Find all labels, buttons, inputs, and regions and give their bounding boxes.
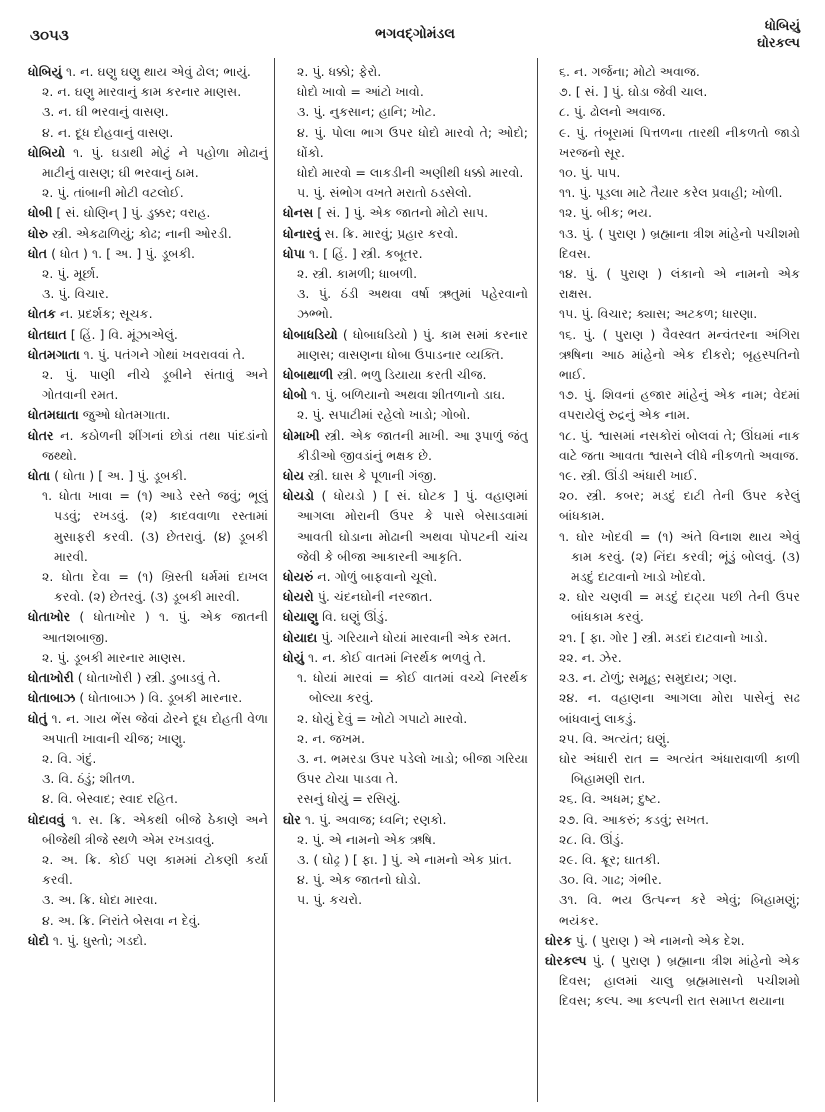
definition-text: ૩. પું. વિચાર. <box>42 286 109 302</box>
definition-text: ૩. પું. ઠંડી અથવા વર્ષા ઋતુમાં પહેરવાનો ઝભ્ભો. <box>297 286 528 322</box>
definition-text: ૯. પું. તંબૂરામાં પિત્તળના તારથી નીકળતો જાડો ખરજનો સૂર. <box>559 124 800 160</box>
dictionary-entry <box>283 567 528 587</box>
dictionary-entry <box>28 304 268 324</box>
headword: ધોમાખી <box>283 427 320 443</box>
dictionary-entry <box>283 203 528 223</box>
definition-text: ૨. પું. તાંબાની મોટી વટલોઈ. <box>42 185 184 201</box>
entry-sense <box>28 102 268 122</box>
entry-sense <box>28 284 268 304</box>
definition-text: ૧. ધોયાં મારવાં = કોઈ વાતમાં વચ્ચે નિરર્થક બોલ્યા કરવું. <box>297 670 528 706</box>
definition-text: ૨૧. [ ફા. ગોર ] સ્ત્રી. મડદાં દાટવાનો ખાડો. <box>559 629 768 645</box>
entry-sense <box>545 668 800 688</box>
dictionary-entry <box>283 224 528 244</box>
entry-sense <box>545 729 800 749</box>
definition-text: પું. ( પુરાણ ) બ્રહ્માના ત્રીશ માંહેનો એક દિવસ; હાલમાં ચાલુ બ્રહ્મમાસનો પચીશમો દિવસ; કલ્પ. આ કલ્પની રાત સમાપ્ત થયાના <box>559 952 800 1009</box>
entry-sense <box>28 264 268 284</box>
headword: ધોનારવું <box>283 225 321 241</box>
definition-text: ૨૭. વિ. આકરું; કડવું; સખત. <box>559 811 710 827</box>
definition-text: ૩. ન. ઘી ભરવાનું વાસણ. <box>42 104 169 120</box>
definition-text: ૨. અ. ક્રિ. કોઈ પણ કામમાં ટોકણી કર્યા કરવી. <box>42 851 268 888</box>
headword: ધોતમઘાતા <box>28 407 79 423</box>
dictionary-entry <box>28 709 268 749</box>
definition-text: વિ. ઘણું ઊંડું. <box>318 609 388 625</box>
entry-sense <box>28 789 268 809</box>
definition-text: ૧૪. પું. ( પુરાણ ) લંકાનો એ નામનો એક રાક્ષસ. <box>559 266 800 302</box>
entry-sense <box>545 850 800 870</box>
headword: ધોયું <box>283 649 305 665</box>
definition-text: ઘોર અંધારી રાત = અત્યંત અંધારાવાળી કાળી બિહામણી રાત. <box>559 750 800 787</box>
definition-text: ૩. અ. ક્રિ. ધોદા મારવા. <box>42 892 158 908</box>
definition-text: ( ધોતાખોરી ) સ્ત્રી. ડુબાડવું તે. <box>73 670 221 686</box>
entry-sense <box>28 769 268 789</box>
definition-text: ૫. પું. સંભોગ વખતે મરાતો ઠડસેલો. <box>297 185 472 201</box>
entry-sense <box>28 365 268 405</box>
entry-sense <box>545 527 800 588</box>
definition-text: ૨. ધોતા દેવા = (૧) ખ્રિસ્તી ધર્મમાં દાખલ કરવો. (૨) છેતરવું. (૩) ડૂબકી મારવી. <box>42 569 268 605</box>
definition-text: ૫. પું. કચરો. <box>297 892 363 908</box>
definition-text: ૨૮. વિ. ઊંડું. <box>559 831 624 847</box>
definition-text: ૧૯. સ્ત્રી. ઊંડી અંધારી ખાઈ. <box>559 468 698 484</box>
entry-sense <box>545 628 800 648</box>
definition-text: ૧૧. પું. પૂડલા માટે તૈયાર કરેલ પ્રવાહી; ખોળી. <box>559 185 783 201</box>
headword: ધોબાથાળી <box>283 367 334 383</box>
definition-text: રસનું ધોયું = રસિયું. <box>297 791 401 807</box>
definition-text: [ સં. ] પું. એક જાતનો મોટો સાપ. <box>313 205 489 221</box>
entry-sense <box>283 163 528 183</box>
definition-text: ૧. ધોતા ખાવા = (૧) આડે રસ્તે જવું; ભૂલું પડવું; રખડવું. (૨) કાદવવાળા રસ્તામાં મુસાફરી કરવી. (૩) છેતરાવું. (૪) ડૂબકી મારવી. <box>42 488 268 564</box>
entry-sense <box>545 789 800 809</box>
entry-sense <box>545 486 800 526</box>
guide-word-last: ઘોરકલ્પ <box>757 36 800 51</box>
definition-text: [ હિં. ] વિ. મૂંઝાએલું. <box>66 326 178 342</box>
dictionary-entry <box>28 244 268 264</box>
definition-text: ૨. વિ. ગંદું. <box>42 750 97 766</box>
definition-text: ૨૪. ન. વહાણના આગલા મોરા પાસેનું સઢ બાંધવાનું લાકડું. <box>559 690 800 726</box>
definition-text: ૧. પું. ઘડાથી મોટું ને પહોળા મોઢાનું માટીનું વાસણ; ઘી ભરવાનું ઠામ. <box>42 144 268 181</box>
entry-sense <box>545 264 800 304</box>
definition-text: ૪. વિ. બેસ્વાદ; સ્વાદ રહિત. <box>42 791 178 807</box>
definition-text: ધોદો મારવો = લાકડીની અણીથી ધક્કો મારવો. <box>297 165 524 181</box>
entry-sense <box>545 890 800 930</box>
entry-sense <box>545 163 800 183</box>
dictionary-entry <box>28 668 268 688</box>
dictionary-entry <box>545 931 800 951</box>
dictionary-entry <box>28 931 268 951</box>
headword: ઘોરકલ્પ <box>545 952 587 968</box>
definition-text: ૨૯. વિ. ક્રૂર; ઘાતકી. <box>559 851 661 867</box>
entry-sense <box>28 850 268 890</box>
entry-sense <box>545 203 800 223</box>
headword: ધોરુ <box>28 225 48 241</box>
headword: ધોપા <box>283 245 305 261</box>
entry-sense <box>545 304 800 324</box>
definition-text: ૨૫. વિ. અત્યંત; ઘણું. <box>559 730 671 746</box>
definition-text: પું. ( પુરાણ ) એ નામનો એક દેશ. <box>571 932 745 948</box>
dictionary-entry <box>283 244 528 264</box>
entry-sense <box>545 102 800 122</box>
definition-text: ૨. ન. ઘણુ મારવાનું કામ કરનાર માણસ. <box>42 84 242 100</box>
entry-sense <box>283 123 528 163</box>
entry-sense <box>545 224 800 264</box>
entry-sense <box>545 325 800 386</box>
definition-text: ૧૦. પું. પાપ. <box>559 165 621 181</box>
definition-text: ૧. પું. ધુસ્તો; ગડદો. <box>48 932 148 948</box>
headword: ધોબો <box>283 387 307 403</box>
entry-sense <box>545 466 800 486</box>
definition-text: ( ધોતા ) [ અ. ] પું. ડૂબકી. <box>50 468 187 484</box>
entry-sense <box>28 82 268 102</box>
column-2 <box>283 62 528 1104</box>
headword: ધોબી <box>28 205 53 221</box>
headword: ધોતક <box>28 306 56 322</box>
definition-text: ( ધોતાબાઝ ) વિ. ડૂબકી મારનાર. <box>75 690 243 706</box>
dictionary-entry <box>283 587 528 607</box>
definition-text: ૮. પું. ઢોલનો અવાજ. <box>559 104 666 120</box>
definition-text: ૨. સ્ત્રી. કામળી; ધાબળી. <box>297 266 418 282</box>
dictionary-entry <box>28 62 268 82</box>
definition-text: ( ધોતાખોર ) ૧. પું. એક જાતની આતશબાજી. <box>42 609 268 645</box>
entry-sense <box>545 688 800 728</box>
entry-sense <box>28 567 268 607</box>
definition-text: ૧૬. પું. ( પુરાણ ) વૈવસ્વત મન્વંતરના અંગિરા ઋષિના આઠ માંહેનો એક દીકરો; બૃહસ્પતિનો ભાઈ. <box>559 326 800 383</box>
entry-sense <box>283 82 528 102</box>
headword: ધોતાખોર <box>28 609 71 625</box>
dictionary-entry <box>283 365 528 385</box>
definition-text: સ્ત્રી. ઘાસ કે પૂળાની ગંજી. <box>304 468 437 484</box>
dictionary-entry <box>28 224 268 244</box>
definition-text: ૨. પું. એ નામનો એક ઋષિ. <box>297 831 437 847</box>
definition-text: ધોદો ખાવો = આંટો ખાવો. <box>297 84 424 100</box>
headword: ધોયરો <box>283 589 314 605</box>
headword: ધોતાબાઝ <box>28 690 76 706</box>
headword: ધોબાધડિયો <box>283 326 338 342</box>
definition-text: ૧. ઘોર ખોદવી = (૧) અંતે વિનાશ થાય એવું કામ કરવું. (૨) નિંદા કરવી; ભૂંડું બોલવું. (૩) મડદું દાટવાનો ખાડો ખોદવો. <box>559 528 800 585</box>
definition-text: ૩. ( ઘોઢ્ર ) [ ફા. ] પું. એ નામનો એક પ્રાંત. <box>297 851 512 867</box>
entry-sense <box>545 870 800 890</box>
headword: ધોતા <box>28 468 51 484</box>
definition-text: સ્ત્રી. એક જાતની માખી. આ રૂપાળું જંતુ કીડીઓ જીવડાંનું ભક્ષક છે. <box>297 427 528 463</box>
definition-text: ૧. ન. કોઈ વાતમાં નિરર્થક ભળવું તે. <box>304 649 487 665</box>
column-1 <box>28 62 268 1104</box>
column-divider <box>274 58 275 1102</box>
definition-text: પું. ચંદનઘોની નરજાત. <box>313 589 433 605</box>
definition-text: ૨. પું. સપાટીમાં રહેલો ખાડો; ગોબો. <box>297 407 471 423</box>
entry-sense <box>545 810 800 830</box>
headword: ધોબિયું <box>28 64 62 79</box>
definition-text: સ. ક્રિ. મારવું; પ્રહાર કરવો. <box>320 225 459 241</box>
definition-text: ન. ગોળું બાફવાનો ચૂલો. <box>313 569 438 585</box>
page-title: ભગવદ્ગોમંડલ <box>375 26 455 42</box>
entry-sense <box>283 405 528 425</box>
dictionary-entry <box>28 203 268 223</box>
entry-sense <box>283 850 528 870</box>
entry-sense <box>545 426 800 466</box>
dictionary-entry <box>283 426 528 466</box>
dictionary-entry <box>28 405 268 425</box>
definition-text: ( ધોયડો ) [ સં. ઘોટક ] પું. વહાણમાં આગલા મોરાની ઉપર કે પાસે બેસાડવામાં આવતી ઘોડાના મોઢાની અથવા પોપટની ચાંચ જેવી કે બીજા આકારની આકૃતિ. <box>297 488 528 564</box>
dictionary-entry <box>283 628 528 648</box>
entry-sense <box>28 123 268 143</box>
dictionary-entry <box>28 325 268 345</box>
definition-text: ૪. અ. ક્રિ. નિરાંતે બેસવા ન દેવું. <box>42 912 201 928</box>
definition-text: ૨૦. સ્ત્રી. કબર; મડદું દાટી તેની ઉપર કરેલું બાંધકામ. <box>559 488 800 524</box>
definition-text: ૧૮. પું. શ્વાસમાં નસકોરાં બોલવાં તે; ઊંઘમાં નાક વાટે જતા આવતા શ્વાસને લીધે નીકળતો અવાજ. <box>559 427 800 463</box>
dictionary-entry <box>283 466 528 486</box>
entry-sense <box>545 183 800 203</box>
definition-text: ૧૩. પું. ( પુરાણ ) બ્રહ્માના ત્રીશ માંહેનો પચીશમો દિવસ. <box>559 225 800 261</box>
headword: ધોબિયો <box>28 144 66 160</box>
headword: ધોયરું <box>283 569 314 585</box>
definition-text: ૧૭. પું. શિવનાં હજાર માંહેનું એક નામ; વેદમાં વપરાયેલું રુદ્રનું એક નામ. <box>559 387 800 423</box>
definition-text: સ્ત્રી. એકઢાળિયું; કોઢ; નાની ઓરડી. <box>47 225 232 241</box>
dictionary-entry <box>283 607 528 627</box>
definition-text: ૨. પું. ડૂબકી મારનાર માણસ. <box>42 649 186 665</box>
definition-text: ૪. ન. દૂધ દોહવાનું વાસણ. <box>42 124 174 140</box>
page-number: ૩૦૫૩ <box>30 26 69 44</box>
entry-sense <box>545 123 800 163</box>
dictionary-entry <box>283 385 528 405</box>
definition-text: ૨૩. ન. ટોળું; સમૂહ; સમુદાય; ગણ. <box>559 670 737 686</box>
headword: ધોયાદા <box>283 629 318 645</box>
entry-sense <box>545 385 800 425</box>
definition-text: ૩૦. વિ. ગાઢ; ગંભીર. <box>559 872 662 888</box>
entry-sense <box>28 749 268 769</box>
headword: ઘોર <box>283 811 301 827</box>
entry-sense <box>283 870 528 890</box>
dictionary-entry <box>283 486 528 567</box>
entry-sense <box>28 648 268 668</box>
definition-text: ૧૨. પું. બીક; ભય. <box>559 205 652 221</box>
definition-text: ૧. પું. અવાજ; ધ્વનિ; રણકો. <box>300 811 447 827</box>
headword: ધોત <box>28 245 48 261</box>
dictionary-entry <box>28 143 268 183</box>
definition-text: ન. કઠોળની શીંગનાં છોડાં તથા પાંદડાંનો જથ્થો. <box>42 427 268 463</box>
page-header <box>30 18 800 58</box>
headword: ધોદાવવું <box>28 811 65 827</box>
definition-text: ૨૬. વિ. અધમ; દુષ્ટ. <box>559 791 661 807</box>
definition-text: ૬. ન. ગર્જના; મોટો અવાજ. <box>559 64 700 79</box>
entry-sense <box>283 284 528 324</box>
entry-sense <box>283 749 528 789</box>
definition-text: ( ધોત ) ૧. [ અ. ] પું. ડૂબકી. <box>47 245 195 261</box>
definition-text: ૨૨. ન. ઝેર. <box>559 649 622 665</box>
entry-sense <box>283 62 528 82</box>
dictionary-entry <box>28 607 268 647</box>
headword: ઘોરક <box>545 932 572 948</box>
guide-words <box>757 18 800 52</box>
definition-text: ૧. સ. ક્રિ. એકથી બીજે ઠેકાણે અને બીજેથી ત્રીજે સ્થળે એમ રખડાવવું. <box>42 811 268 847</box>
definition-text: ૧૫. પું. વિચાર; ક્યાસ; અટકળ; ધારણા. <box>559 306 758 322</box>
entry-sense <box>545 62 800 82</box>
dictionary-entry <box>283 810 528 830</box>
entry-sense <box>545 648 800 668</box>
entry-sense <box>283 183 528 203</box>
dictionary-entry <box>283 648 528 668</box>
definition-text: ૧. ન. ગાય ભેંસ જેવાં ઢોરને દૂધ દોહતી વેળા અપાતી ખાવાની ચીજ; ખાણુ. <box>42 710 268 746</box>
entry-sense <box>28 486 268 567</box>
dictionary-entry <box>28 345 268 365</box>
definition-text: જુઓ ધોતમગાતા. <box>78 407 171 423</box>
definition-text: ન. પ્રદર્શક; સૂચક. <box>55 306 153 322</box>
headword: ધોતું <box>28 710 48 726</box>
headword: ધોતાખોરી <box>28 670 74 686</box>
definition-text: ૧. ન. ઘણુ ઘણુ થાય એવું ઢોલ; ભાયું. <box>61 64 251 79</box>
definition-text: ૪. પું. પોલા ભાગ ઉપર ધોદો મારવો તે; ઓદો; ધોંકો. <box>297 124 528 160</box>
definition-text: ૩. પું. નુકસાન; હાનિ; ખોટ. <box>297 104 437 120</box>
dictionary-entry <box>28 426 268 466</box>
definition-text: ૧. પું. પતંગને ગોથાં ખવરાવવાં તે. <box>79 346 246 362</box>
definition-text: પું. ગરિયાને ધોયાં મારવાની એક રમત. <box>317 629 512 645</box>
definition-text: ૨. પું. મૂર્છા. <box>42 266 100 282</box>
guide-word-first: ધોબિયું <box>764 19 800 34</box>
dictionary-entry <box>28 688 268 708</box>
dictionary-entry <box>28 466 268 486</box>
definition-text: ( ધોબાધડિયો ) પું. કામ સમાં કરનાર માણસ; વાસણના ધોબા ઉપાડનાર વ્યક્તિ. <box>297 326 528 362</box>
definition-text: ૪. પું. એક જાતનો ઘોડો. <box>297 872 422 888</box>
definition-text: ૧. પું. બળિયાનો અથવા શીતળાનો ડાઘ. <box>306 387 506 403</box>
entry-sense <box>283 709 528 729</box>
dictionary-entry <box>28 810 268 850</box>
column-divider <box>537 58 538 1102</box>
dictionary-entry <box>283 325 528 365</box>
entry-sense <box>28 183 268 203</box>
entry-sense <box>283 830 528 850</box>
headword: ધોતર <box>28 427 54 443</box>
column-3 <box>545 62 800 1104</box>
definition-text: ૨. પું. ધક્કો; ફેરો. <box>297 64 382 79</box>
definition-text: ૭. [ સં. ] પું. ઘોડા જેવી ચાલ. <box>559 84 708 100</box>
headword: ધોનસ <box>283 205 314 221</box>
entry-sense <box>283 890 528 910</box>
definition-text: ૧. [ હિં. ] સ્ત્રી. કબૂતર. <box>304 245 423 261</box>
entry-sense <box>545 82 800 102</box>
definition-text: ૨. ઘોર ચણવી = મડદું દાટ્યા પછી તેની ઉપર બાંધકામ કરવું. <box>559 589 800 625</box>
definition-text: ૨. પું. પાણી નીચે ડૂબીને સંતાવું અને ગોતવાની રમત. <box>42 367 268 403</box>
definition-text: ૩. વિ. ઠંડું; શીતળ. <box>42 771 136 787</box>
entry-sense <box>283 789 528 809</box>
headword: ધોદો <box>28 932 49 948</box>
headword: ધોયડો <box>283 488 315 504</box>
entry-sense <box>28 890 268 910</box>
entry-sense <box>545 587 800 627</box>
definition-text: ૩. ન. ભમરડા ઉપર પડેલો ખાડો; બીજા ગરિયા ઉપર ટોચા પાડવા તે. <box>297 750 528 787</box>
headword: ધોયાણુ <box>283 609 319 625</box>
headword: ધોતઘાત <box>28 326 67 342</box>
definition-text: સ્ત્રી. ભળુ ડિયાયા કરતી ચીજ. <box>333 367 487 383</box>
definition-text: ૨. ધોયું દેવું = ખોટો ગપાટો મારવો. <box>297 710 468 726</box>
entry-sense <box>545 749 800 789</box>
entry-sense <box>545 830 800 850</box>
entry-sense <box>283 264 528 284</box>
entry-sense <box>28 911 268 931</box>
headword: ધોય <box>283 468 305 484</box>
headword: ધોતમગાતા <box>28 346 80 362</box>
entry-sense <box>283 102 528 122</box>
definition-text: [ સં. ઘોણિન્ ] પું. ડુક્કર; વરાહ. <box>52 205 211 221</box>
entry-sense <box>283 729 528 749</box>
definition-text: ૨. ન. જખમ. <box>297 730 365 746</box>
entry-sense <box>283 668 528 708</box>
dictionary-entry <box>545 951 800 1012</box>
definition-text: ૩૧. વિ. ભય ઉત્પન્ન કરે એવું; બિહામણું; ભયંકર. <box>559 892 800 928</box>
